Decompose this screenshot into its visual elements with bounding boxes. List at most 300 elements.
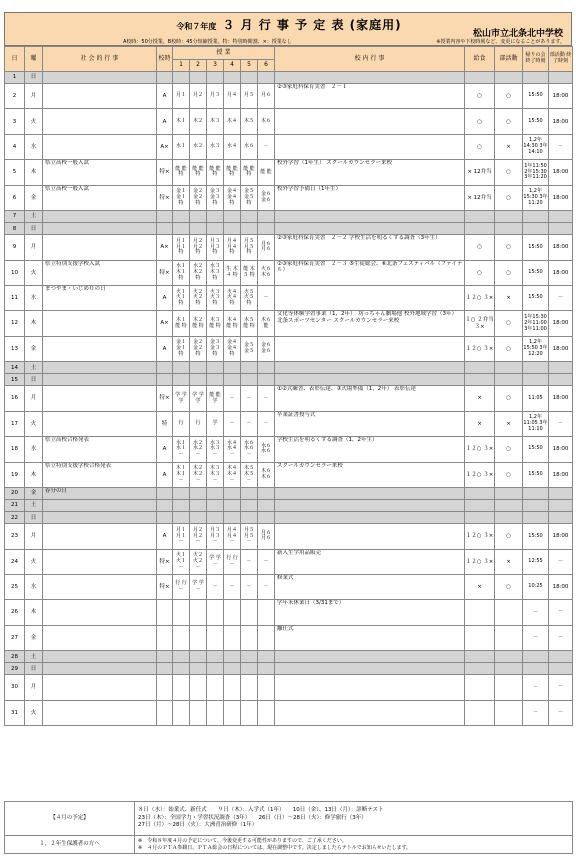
class-cell [173, 500, 190, 512]
weekday-cell: 火 [25, 700, 43, 725]
social-event-cell [43, 700, 157, 725]
social-event-cell: 県立特別支援学校合格発表 [43, 462, 157, 487]
class-cell [241, 600, 258, 625]
club-end-cell: 18:00 [549, 524, 573, 549]
day-row [5, 160, 573, 185]
lunch-cell [465, 700, 495, 725]
period-cell: A [157, 336, 173, 361]
day-row [5, 386, 573, 411]
class-cell [173, 223, 190, 235]
return-time-cell: 1,2年 15:50 3年12:20 [523, 336, 549, 361]
class-cell: 行 行 － [173, 575, 190, 600]
day-cell: 28 [5, 651, 25, 663]
return-time-cell: － [523, 675, 549, 700]
weekday-cell: 土 [25, 651, 43, 663]
school-event-cell [275, 512, 465, 524]
club-end-cell: 18:00 [549, 160, 573, 185]
lunch-cell [465, 651, 495, 663]
class-cell [258, 600, 275, 625]
club-cell: ○ [495, 437, 523, 462]
social-event-cell [43, 512, 157, 524]
col-weekday: 曜 [25, 47, 43, 72]
class-cell [241, 500, 258, 512]
return-time-cell [523, 211, 549, 223]
class-cell: 木１ 木１ － [173, 462, 190, 487]
weekday-cell: 土 [25, 500, 43, 512]
class-cell: 月２ 月２ 特 [190, 235, 207, 260]
class-cell: 月１ 月１ 特 [173, 235, 190, 260]
school-event-cell [275, 72, 465, 84]
class-cell [224, 651, 241, 663]
day-row [5, 185, 573, 210]
lunch-cell [465, 362, 495, 374]
club-end-cell: 18:00 [549, 109, 573, 134]
club-cell [495, 663, 523, 675]
school-event-cell: ②③家庭科保育実習 ２－１ [275, 84, 465, 109]
period-cell: A [157, 437, 173, 462]
school-event-cell: ②③家庭科保育実習 ２－２ 学校生活を明るくする調査（3年生） [275, 235, 465, 260]
class-cell: 水４ 水４ － [224, 437, 241, 462]
club-end-cell: － [549, 286, 573, 311]
club-end-cell: 18:00 [549, 437, 573, 462]
day-row [5, 286, 573, 311]
day-cell: 24 [5, 549, 25, 574]
guardian-notes [135, 836, 573, 854]
day-cell: 11 [5, 286, 25, 311]
header-banner [4, 12, 572, 46]
return-time-cell: 15:50 [523, 286, 549, 311]
class-cell [207, 675, 224, 700]
class-cell: 月５ [241, 84, 258, 109]
class-cell: － [241, 549, 258, 574]
period-cell: A [157, 524, 173, 549]
class-cell [241, 487, 258, 499]
weekday-cell: 火 [25, 260, 43, 285]
class-cell: 木２ 能 特 [190, 311, 207, 336]
class-cell [173, 487, 190, 499]
weekday-cell: 木 [25, 311, 43, 336]
class-cell: 木４ 木４ － [224, 462, 241, 487]
col-lunch: 給食 [465, 47, 495, 72]
class-cell [207, 651, 224, 663]
class-cell [224, 663, 241, 675]
return-time-cell: － [523, 625, 549, 650]
class-cell: 火１ 火１ － [173, 549, 190, 574]
class-cell: 水６ 水６ [258, 437, 275, 462]
return-time-cell: 1年11:50 2年15:30 3年11:20 [523, 160, 549, 185]
period-cell: A× [157, 235, 173, 260]
class-cell [241, 72, 258, 84]
school-event-cell: 離任式 [275, 625, 465, 650]
period-cell [157, 223, 173, 235]
social-event-cell [43, 651, 157, 663]
day-row [5, 260, 573, 285]
day-row [5, 84, 573, 109]
club-cell: ○ [495, 462, 523, 487]
class-cell: 木１ 能 特 [173, 311, 190, 336]
weekday-cell: 木 [25, 462, 43, 487]
return-time-cell: 15:50 [523, 235, 549, 260]
class-cell: 火１ 火１ 特 [173, 286, 190, 311]
return-time-cell: 12:55 [523, 549, 549, 574]
class-cell [207, 72, 224, 84]
social-event-cell [43, 109, 157, 134]
class-cell: 能 能 特 [190, 160, 207, 185]
day-cell: 30 [5, 675, 25, 700]
club-cell: ○ [495, 84, 523, 109]
day-row [5, 374, 573, 386]
return-time-cell [523, 487, 549, 499]
lunch-cell [465, 675, 495, 700]
school-event-cell: 校外学習（1年生） スクールカウンセラー来校 [275, 160, 465, 185]
social-event-cell: 県立特別支援学校入試 [43, 260, 157, 285]
footer-table [4, 801, 573, 854]
lunch-cell [465, 663, 495, 675]
lunch-cell: １２○ ３× [465, 524, 495, 549]
day-cell: 2 [5, 84, 25, 109]
day-row [5, 223, 573, 235]
class-cell [224, 625, 241, 650]
period-cell: A [157, 462, 173, 487]
col-return-time: 帰りの会 終了時刻 [523, 47, 549, 72]
school-event-cell: 文化等体験学習事業（1，2年） 坊っちゃん劇場他 校外地域学習（3年） 北条スポーツセンター スクールカウンセラー来校 [275, 311, 465, 336]
weekday-cell: 金 [25, 487, 43, 499]
day-cell: 21 [5, 500, 25, 512]
weekday-cell: 金 [25, 185, 43, 210]
class-cell [241, 223, 258, 235]
return-time-cell [523, 362, 549, 374]
school-event-cell: 卒業証書授与式 [275, 411, 465, 436]
class-cell [258, 675, 275, 700]
club-end-cell: 18:00 [549, 185, 573, 210]
social-event-cell [43, 625, 157, 650]
day-row [5, 524, 573, 549]
class-cell: 水１ [173, 134, 190, 159]
school-event-cell [275, 109, 465, 134]
class-cell: － [241, 575, 258, 600]
period-cell [157, 72, 173, 84]
lunch-cell: × 12弁当 [465, 160, 495, 185]
school-event-cell: 学校生活を明るくする調査（1，2年生） [275, 437, 465, 462]
return-time-cell [523, 374, 549, 386]
school-event-cell [275, 286, 465, 311]
day-cell: 17 [5, 411, 25, 436]
club-end-cell [549, 500, 573, 512]
schedule-table [4, 46, 573, 726]
return-time-cell: 11:05 [523, 386, 549, 411]
day-row [5, 575, 573, 600]
club-end-cell: － [549, 600, 573, 625]
day-cell: 10 [5, 260, 25, 285]
class-cell [173, 651, 190, 663]
class-cell [241, 625, 258, 650]
class-cell: 月３ 月３ 特 [207, 235, 224, 260]
class-cell [224, 72, 241, 84]
social-event-cell [43, 134, 157, 159]
club-end-cell: － [549, 700, 573, 725]
class-cell [207, 211, 224, 223]
period-cell [157, 500, 173, 512]
lunch-cell [465, 487, 495, 499]
class-cell [207, 600, 224, 625]
weekday-cell: 火 [25, 109, 43, 134]
school-event-cell [275, 362, 465, 374]
club-cell [495, 374, 523, 386]
return-time-cell: － [523, 600, 549, 625]
class-cell: 月６ [258, 84, 275, 109]
class-cell [241, 663, 258, 675]
guardian-line: ※ ４月のＰＴＡ参観日、ＰＴＡ総会の日程については、現在調整中です。決定しましたらテトルでお知らせいたします。 [138, 844, 412, 851]
social-event-cell [43, 500, 157, 512]
class-cell [173, 512, 190, 524]
return-time-cell: 1年15:30 2年11:00 3年11:00 [523, 311, 549, 336]
class-cell [207, 500, 224, 512]
title-text: ３ 月 行 事 予 定 表 (家庭用) [222, 18, 402, 32]
club-cell: ○ [495, 160, 523, 185]
class-cell: 金４ 金４ 特 [224, 336, 241, 361]
class-cell [224, 700, 241, 725]
club-cell: ○ [495, 311, 523, 336]
club-cell: ○ [495, 109, 523, 134]
class-cell: 月４ [224, 84, 241, 109]
class-cell [207, 625, 224, 650]
club-end-cell: 18:00 [549, 311, 573, 336]
day-row [5, 663, 573, 675]
class-cell [224, 675, 241, 700]
day-row [5, 487, 573, 499]
class-cell [190, 72, 207, 84]
weekday-cell: 火 [25, 549, 43, 574]
weekday-cell: 水 [25, 437, 43, 462]
school-event-cell: スクールカウンセラー来校 [275, 462, 465, 487]
class-cell: 木６ [258, 109, 275, 134]
day-cell: 20 [5, 487, 25, 499]
class-cell: － [241, 411, 258, 436]
period-cell [157, 625, 173, 650]
lunch-cell: ○ [465, 260, 495, 285]
class-cell: 木５ 能 特 [241, 311, 258, 336]
class-cell: 月２ [190, 84, 207, 109]
weekday-cell: 土 [25, 211, 43, 223]
school-event-cell: 新入生学用品販売 [275, 549, 465, 574]
club-cell: ○ [495, 185, 523, 210]
class-cell: 火６ 木６ [258, 260, 275, 285]
class-cell [190, 487, 207, 499]
day-cell: 1 [5, 72, 25, 84]
weekday-cell: 月 [25, 84, 43, 109]
lunch-cell: １２○ ３× [465, 549, 495, 574]
class-cell: 火２ 火２ － [190, 549, 207, 574]
class-cell: － [258, 134, 275, 159]
class-cell [190, 663, 207, 675]
class-cell [258, 500, 275, 512]
return-time-cell: 1,2年 11:05 3年11:10 [523, 411, 549, 436]
social-event-cell [43, 362, 157, 374]
class-cell [258, 487, 275, 499]
club-end-cell: 18:00 [549, 235, 573, 260]
class-cell: 水３ 木３ 特 [207, 260, 224, 285]
april-plans [135, 802, 573, 836]
weekday-cell: 月 [25, 235, 43, 260]
school-event-cell: ②③家庭科保育実習 ２－３ ⑤生徒総会、⑥北条フェスティバル（ファイナル） [275, 260, 465, 285]
class-cell: 木３ 木３ － [207, 462, 224, 487]
return-time-cell: 15:50 [523, 437, 549, 462]
col-class-num: 3 [207, 60, 224, 72]
day-row [5, 134, 573, 159]
class-cell: － [224, 386, 241, 411]
school-event-cell [275, 374, 465, 386]
class-cell [190, 362, 207, 374]
day-cell: 26 [5, 600, 25, 625]
lunch-cell: １２○ ３× [465, 462, 495, 487]
club-cell [495, 625, 523, 650]
return-time-cell [523, 223, 549, 235]
club-end-cell [549, 374, 573, 386]
club-end-cell: 18:00 [549, 575, 573, 600]
class-cell: 学 学 － [190, 575, 207, 600]
day-cell: 14 [5, 362, 25, 374]
class-cell [258, 651, 275, 663]
period-cell [157, 512, 173, 524]
school-event-cell: 校外学習予備日（1年生） [275, 185, 465, 210]
weekday-cell: 水 [25, 575, 43, 600]
class-cell [207, 374, 224, 386]
club-cell [495, 600, 523, 625]
day-cell: 7 [5, 211, 25, 223]
guardian-label: １，２年生保護者の方へ [5, 836, 135, 854]
class-cell: 学 [207, 411, 224, 436]
period-cell: 特× [157, 549, 173, 574]
class-cell: 木５ 木５ － [241, 462, 258, 487]
class-cell [241, 512, 258, 524]
club-cell [495, 512, 523, 524]
club-cell: ○ [495, 336, 523, 361]
club-end-cell [549, 211, 573, 223]
class-cell: 水２ [190, 134, 207, 159]
club-end-cell: 18:00 [549, 84, 573, 109]
social-event-cell [43, 575, 157, 600]
return-time-cell [523, 651, 549, 663]
class-cell: 行 行 － [224, 549, 241, 574]
day-row [5, 625, 573, 650]
class-cell: 木２ 木２ － [190, 462, 207, 487]
class-cell [258, 362, 275, 374]
lunch-cell [465, 223, 495, 235]
club-cell: × [495, 549, 523, 574]
class-cell: 水２ 水２ － [190, 437, 207, 462]
class-cell: 学 学 学 [173, 386, 190, 411]
day-row [5, 362, 573, 374]
class-cell: 木５ [241, 109, 258, 134]
period-cell: A [157, 109, 173, 134]
club-cell: ○ [495, 386, 523, 411]
social-event-cell [43, 374, 157, 386]
class-cell: 水６ 水６ － [241, 437, 258, 462]
day-cell: 18 [5, 437, 25, 462]
class-cell [173, 211, 190, 223]
school-event-cell [275, 675, 465, 700]
school-event-cell: 学年末休業日（3/31まで） [275, 600, 465, 625]
class-cell [224, 374, 241, 386]
class-cell: 水１ 水１ － [173, 437, 190, 462]
class-cell [258, 663, 275, 675]
social-event-cell [43, 549, 157, 574]
class-cell [258, 211, 275, 223]
class-cell [190, 625, 207, 650]
return-time-cell: － [523, 700, 549, 725]
day-row [5, 600, 573, 625]
weekday-cell: 月 [25, 675, 43, 700]
class-cell: 金６ 金６ [258, 185, 275, 210]
class-cell [190, 651, 207, 663]
class-cell: 水３ 水３ － [207, 437, 224, 462]
club-cell: × [495, 286, 523, 311]
day-cell: 5 [5, 160, 25, 185]
col-class-num: 2 [190, 60, 207, 72]
class-cell: 水３ [207, 134, 224, 159]
day-row [5, 109, 573, 134]
club-cell [495, 487, 523, 499]
col-period: 校時 [157, 47, 173, 72]
school-event-cell [275, 223, 465, 235]
club-cell [495, 72, 523, 84]
class-cell: 金１ 金１ 特 [173, 336, 190, 361]
class-cell: 木６ 木６ [258, 462, 275, 487]
return-time-cell [523, 72, 549, 84]
social-event-cell: 県立高校合格発表 [43, 437, 157, 462]
lunch-cell [465, 600, 495, 625]
class-cell: － [258, 411, 275, 436]
class-cell [190, 374, 207, 386]
class-cell: 月５ 月５ － [241, 524, 258, 549]
class-cell: 金５ 金５ 特 [241, 185, 258, 210]
lunch-cell [465, 72, 495, 84]
class-cell: 月４ 月４ 特 [224, 235, 241, 260]
social-event-cell [43, 663, 157, 675]
day-cell: 12 [5, 311, 25, 336]
lunch-cell: ○ [465, 109, 495, 134]
school-event-cell [275, 336, 465, 361]
club-end-cell: 18:00 [549, 260, 573, 285]
club-end-cell: － [549, 411, 573, 436]
club-cell: × [495, 134, 523, 159]
class-cell [241, 675, 258, 700]
day-cell: 22 [5, 512, 25, 524]
class-cell: 金６ 金６ [258, 336, 275, 361]
april-line: 27日（月）～28日（火）：大洲青治研修（1年） [138, 822, 258, 829]
club-end-cell [549, 72, 573, 84]
weekday-cell: 金 [25, 336, 43, 361]
april-line: ８日（水）：始業式、新任式 ９日（木）：入学式（1年） 10日（金）、13日（月）：診断テスト [138, 807, 384, 814]
day-row [5, 512, 573, 524]
period-cell: 特× [157, 185, 173, 210]
col-club: 部活動 [495, 47, 523, 72]
day-cell: 19 [5, 462, 25, 487]
club-end-cell: － [549, 675, 573, 700]
club-end-cell: － [549, 625, 573, 650]
weekday-cell: 日 [25, 374, 43, 386]
class-cell: － [258, 549, 275, 574]
period-cell: 特× [157, 386, 173, 411]
class-cell [190, 512, 207, 524]
weekday-cell: 月 [25, 386, 43, 411]
class-cell [173, 72, 190, 84]
class-cell: 能 能 [258, 160, 275, 185]
class-cell: 金４ 金４ 特 [224, 185, 241, 210]
class-cell: 能 能 特 [241, 160, 258, 185]
day-cell: 27 [5, 625, 25, 650]
class-cell: 行 [190, 411, 207, 436]
